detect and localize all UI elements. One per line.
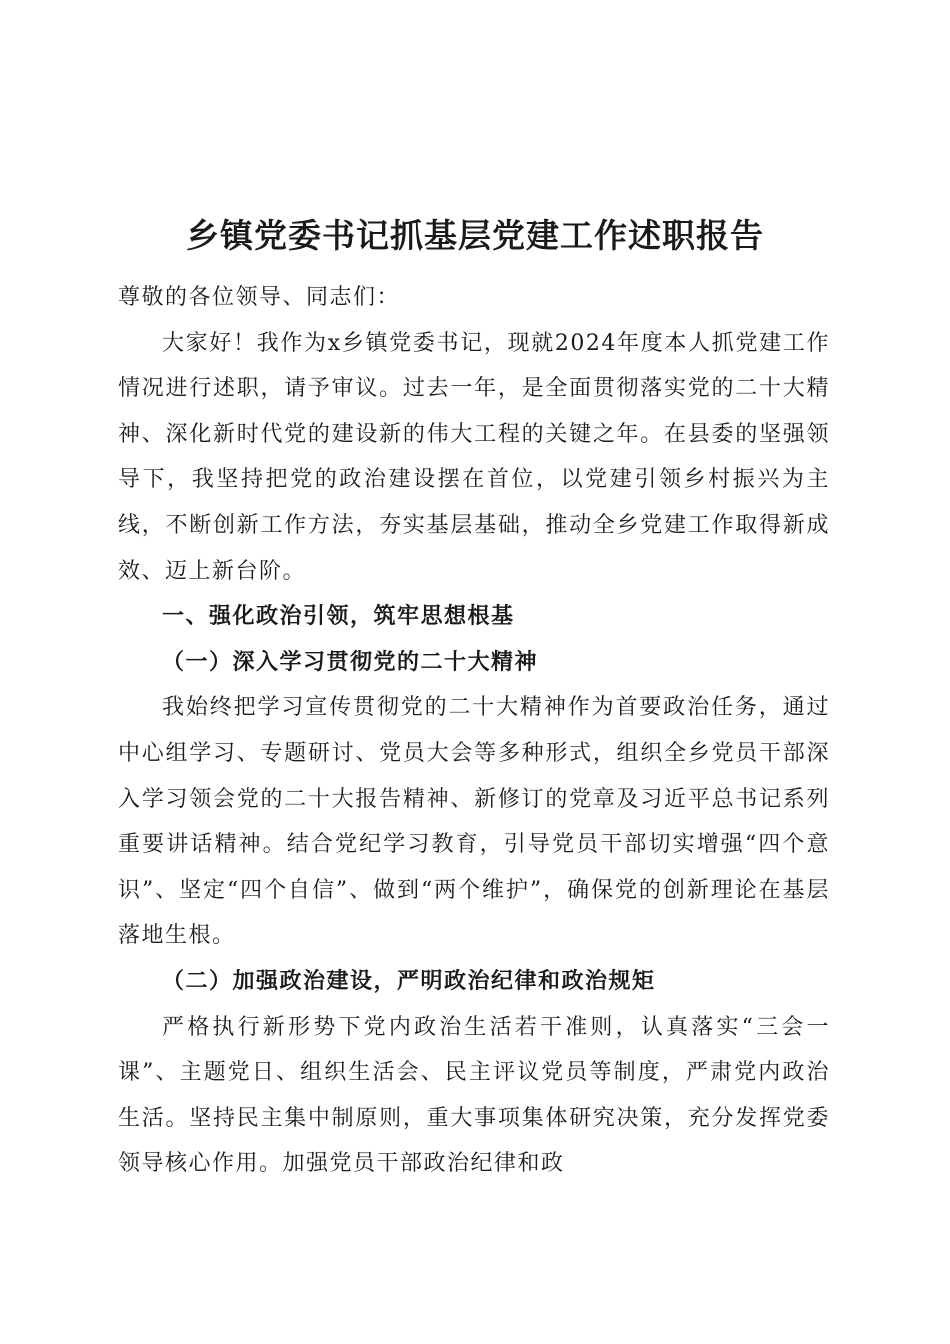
subsection-paragraph: 严格执行新形势下党内政治生活若干准则，认真落实“三会一课”、主题党日、组织生活会、民主评议党员等制度，严肃党内政治生活。坚持民主集中制原则，重大事项集体研究决策，充分发挥党委领导核心作用。加强党员干部政治纪律和政 bbox=[118, 1014, 830, 1177]
salutation: 尊敬的各位领导、同志们： bbox=[118, 285, 401, 310]
section-heading: 一、强化政治引领，筑牢思想根基 bbox=[162, 604, 515, 630]
subsection-paragraph: 我始终把学习宣传贯彻党的二十大精神作为首要政治任务，通过中心组学习、专题研讨、党员大会等多种形式，组织全乡党员干部深入学习领会党的二十大报告精神、新修订的党章及习近平总书记系列重要讲话精神。结合党纪学习教育，引导党员干部切实增强“四个意识”、坚定“四个自信”、做到“两个维护”，确保党的创新理论在基层落地生根。 bbox=[118, 695, 830, 949]
document-body bbox=[118, 275, 830, 1187]
subsection-heading: （一）深入学习贯彻党的二十大精神 bbox=[162, 648, 539, 675]
intro-paragraph: 大家好！我作为x乡镇党委书记，现就2024年度本人抓党建工作情况进行述职，请予审议。过去一年，是全面贯彻落实党的二十大精神、深化新时代党的建设新的伟大工程的关键之年。在县委的坚强领导下，我坚持把党的政治建设摆在首位，以党建引领乡村振兴为主线，不断创新工作方法，夯实基层基础，推动全乡党建工作取得新成效、迈上新台阶。 bbox=[118, 330, 830, 584]
subsection-heading: （二）加强政治建设，严明政治纪律和政治规矩 bbox=[162, 967, 656, 994]
document-title: 乡镇党委书记抓基层党建工作述职报告 bbox=[186, 216, 764, 255]
